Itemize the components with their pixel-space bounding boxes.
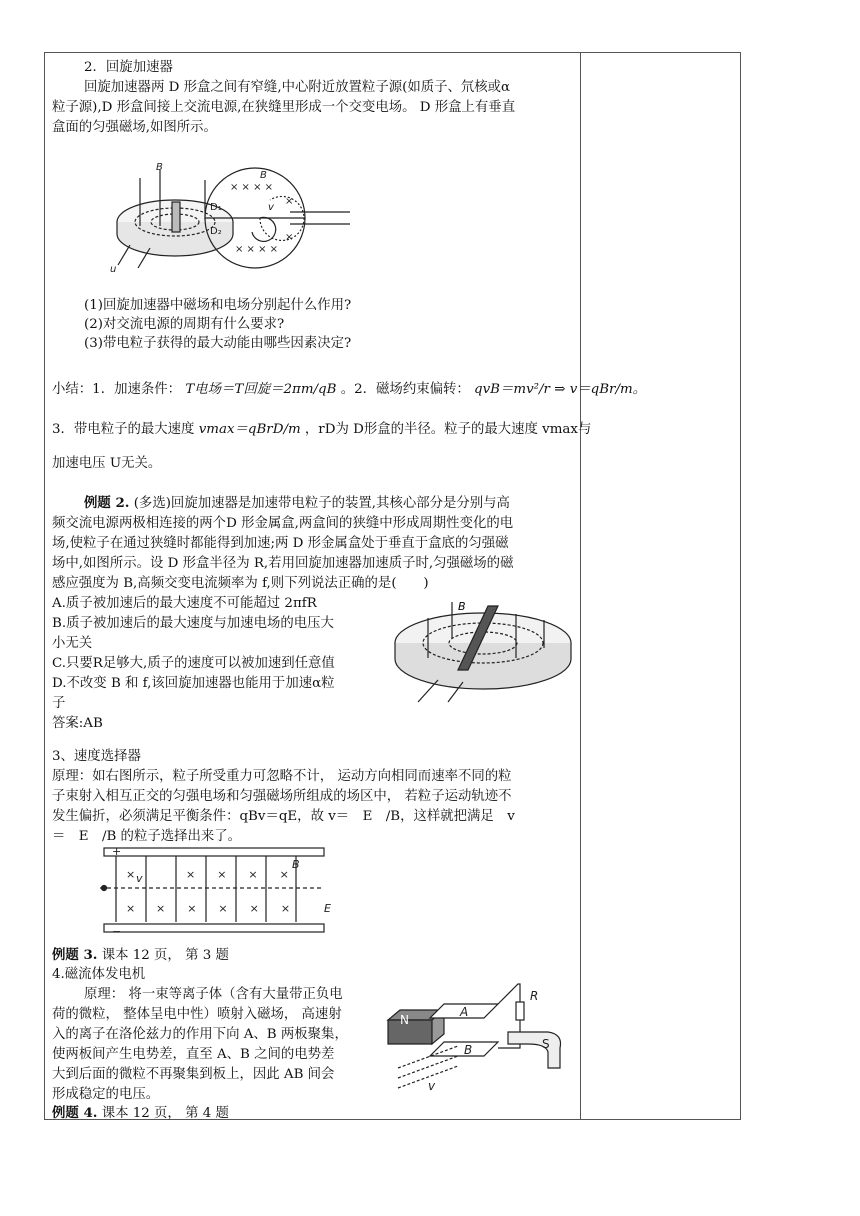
summary-line-2 [52,418,591,437]
formula-radius: qvB＝mv²/r ⇒ v＝qBr/m。 [474,382,647,397]
label-D2: D₂ [210,226,222,237]
example-2-line-1 [84,492,510,511]
example-line: 场,使粒子在通过狭缝时都能得到加速;两 D 形金属盒处于垂直于盒底的匀强磁 [52,536,509,551]
question-3: (3)带电粒子获得的最大动能由哪些因素决定? [84,336,352,351]
label-v: v [136,872,143,885]
label-N: N [400,1013,409,1027]
example-label: 例题 3. [52,947,98,963]
label-B: B [292,858,300,871]
option-b: B.质子被加速后的最大速度与加速电场的电压大 [52,616,334,631]
paragraph-line: ＝ E /B 的粒子选择出来了。 [52,829,242,844]
formula-period: T电场＝T回旋＝2πm/qB [185,382,337,397]
paragraph-line: 形成稳定的电压。 [52,1087,160,1102]
summary-line-1 [52,378,646,397]
minus-sign: − [112,925,122,936]
mhd-generator-figure [378,972,578,1100]
svg-text:×: × [285,196,294,207]
label-B: B [156,162,163,173]
example-3 [52,944,229,963]
paragraph-line: 发生偏折，必须满足平衡条件：qBv＝qE，故 v＝ E /B，这样就把满足 v [52,809,515,824]
summary-prefix-2: 3．带电粒子的最大速度 [52,422,195,437]
velocity-selector-figure [96,846,336,936]
example-line: 感应强度为 B,高频交变电流频率为 f,则下列说法正确的是( ) [52,576,429,591]
label-D1: D₁ [210,202,222,213]
label-v: v [268,202,274,213]
option-d: D.不改变 B 和 f,该回旋加速器也能用于加速α粒 [52,676,335,691]
option-b-cont: 小无关 [52,636,93,651]
option-d-cont: 子 [52,696,66,711]
svg-text:× × × ×: × × × × [230,182,274,193]
paragraph-line: 原理： 将一束等离子体（含有大量带正负电 [84,987,343,1002]
example-label: 例题 2. [84,495,130,511]
section-title: 4.磁流体发电机 [52,967,146,982]
paragraph-line: 子束射入相互正交的匀强电场和匀强磁场所组成的场区中， 若粒子运动轨迹不 [52,789,512,804]
example-4 [52,1102,229,1121]
label-B: B [458,600,466,613]
paragraph-line: 荷的微粒， 整体呈电中性）喷射入磁场， 高速射 [52,1007,342,1022]
paragraph-line: 大到后面的微粒不再聚集到板上，因此 AB 间会 [52,1067,335,1082]
cross-mark: × [126,868,136,881]
summary-suffix: ，rD为 D形盒的半径。粒子的最大速度 vmax与 [304,422,592,437]
example-text: 课本 12 页， 第 3 题 [101,948,229,963]
cross-mark: × [126,902,136,915]
paragraph-line: 原理：如右图所示，粒子所受重力可忽略不计， 运动方向相同而速率不同的粒 [52,769,512,784]
summary-mid: 。2．磁场约束偏转： [340,382,470,397]
example-label: 例题 4. [52,1105,98,1121]
d-box-figure [388,598,578,713]
paragraph-line: 粒子源),D 形盒间接上交流电源,在狭缝里形成一个交变电场。 D 形盒上有垂直 [52,100,516,115]
label-B: B [464,1043,473,1057]
summary-prefix: 小结：1．加速条件： [52,382,182,397]
option-c: C.只要R足够大,质子的速度可以被加速到任意值 [52,656,335,671]
paragraph-line: 使两板间产生电势差，直至 A、B 之间的电势差 [52,1047,335,1062]
label-S: S [542,1037,550,1051]
label-v: v [428,1079,436,1093]
label-B2: B [260,170,267,181]
paragraph-line: 回旋加速器两 D 形盒之间有窄缝,中心附近放置粒子源(如质子、氘核或α [84,80,511,95]
question-2: (2)对交流电源的周期有什么要求? [84,317,285,332]
paragraph-line: 入的离子在洛伦兹力的作用下向 A、B 两板聚集， [52,1027,348,1042]
svg-text:×: × [285,232,294,243]
svg-text:× × × × ×: × × × × × [156,902,291,915]
svg-text:× × × ×: × × × × [235,244,279,255]
label-A: A [460,1005,469,1019]
label-u: u [110,264,117,275]
example-text: (多选)回旋加速器是加速带电粒子的装置,其核心部分是分别与高 [133,496,510,511]
paragraph-line: 盒面的匀强磁场,如图所示。 [52,120,217,135]
example-line: 场中,如图所示。设 D 形盒半径为 R,若用回旋加速器加速质子时,匀强磁场的磁 [52,556,514,571]
label-E: E [324,902,331,915]
svg-text:× × × ×: × × × × [186,868,289,881]
plus-sign: + [112,846,122,858]
example-line: 频交流电源两极相连接的两个D 形金属盒,两盒间的狭缝中形成周期性变化的电 [52,516,514,531]
cyclotron-figure [110,160,400,275]
answer: 答案:AB [52,716,103,731]
summary-line-3: 加速电压 U无关。 [52,456,162,471]
column-divider [580,52,581,1120]
question-1: (1)回旋加速器中磁场和电场分别起什么作用? [84,298,352,313]
section-title: 2．回旋加速器 [84,60,173,75]
option-a: A.质子被加速后的最大速度不可能超过 2πfR [52,596,317,611]
formula-vmax: vmax＝qBrD/m [198,422,301,437]
section-title: 3、速度选择器 [52,749,141,764]
example-text: 课本 12 页， 第 4 题 [101,1106,229,1121]
label-R: R [530,989,539,1003]
